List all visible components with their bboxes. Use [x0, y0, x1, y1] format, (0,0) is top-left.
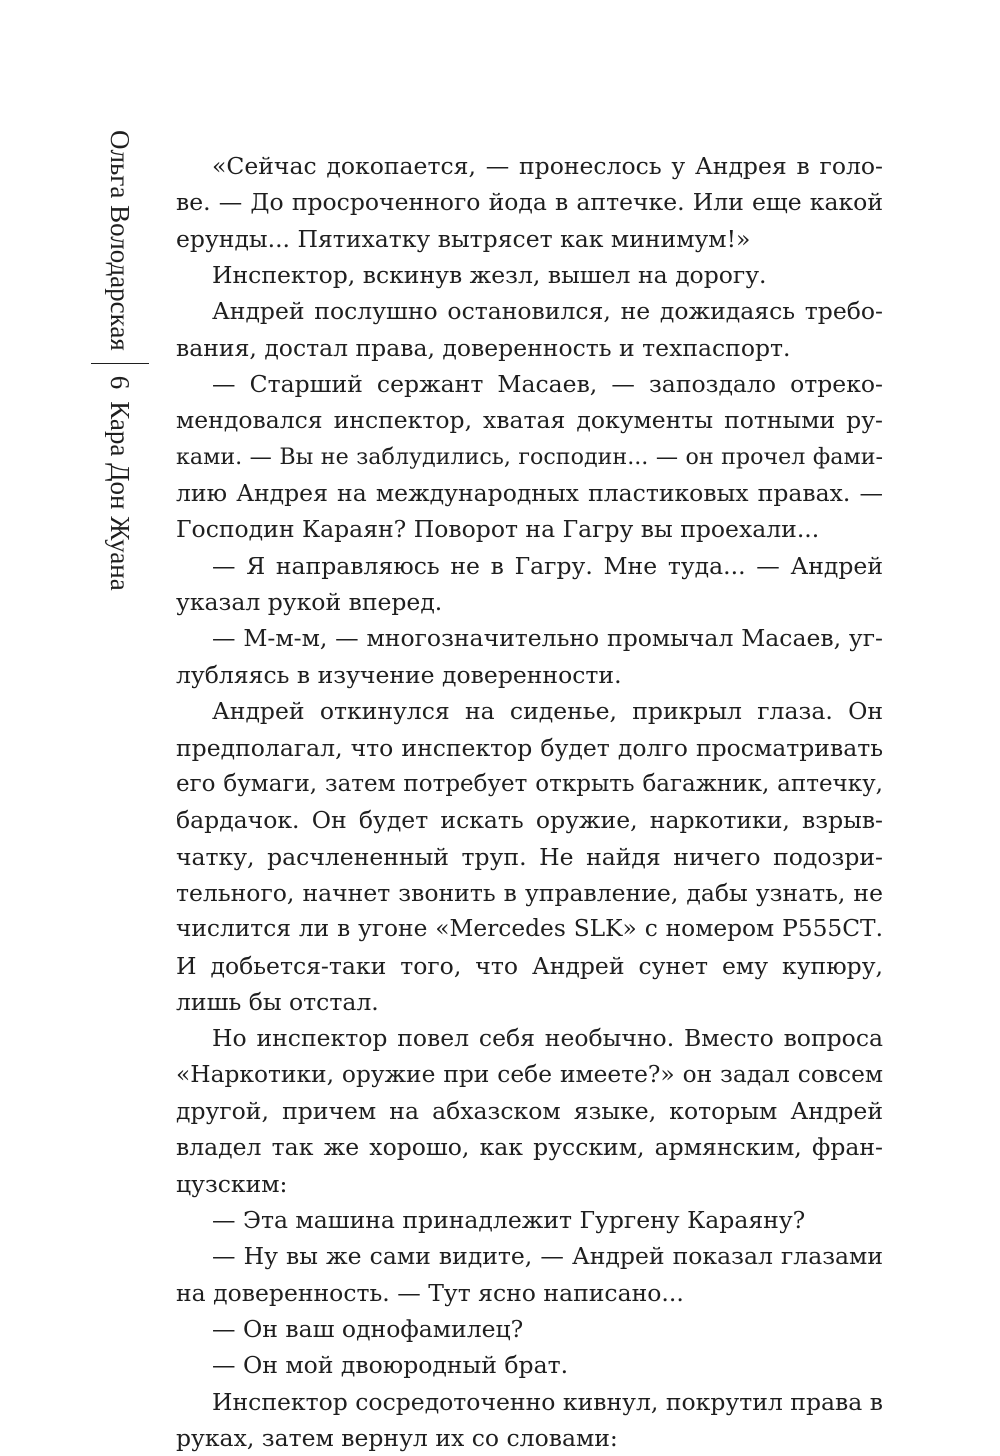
text-line: руках, затем вернул их со словами:: [176, 1424, 618, 1453]
book-title: Кара Дон Жуана: [105, 401, 135, 591]
text-line: Андрей откинулся на сиденье, прикрыл глаза. Он: [212, 697, 883, 726]
text-line: Но инспектор повел себя необычно. Вместо вопроса: [212, 1024, 883, 1053]
text-line: мендовался инспектор, хватая документы потными ру-: [176, 406, 883, 435]
text-line: — Я направляюсь не в Гагру. Мне туда... — Андрей: [212, 551, 883, 580]
text-line: — М-м-м, — многозначительно промычал Масаев, уг-: [212, 624, 883, 653]
text-line: «Наркотики, оружие при себе имеете?» он задал совсем: [176, 1060, 883, 1088]
text-line: лию Андрея на международных пластиковых правах. —: [176, 479, 883, 508]
author-name: Ольга Володарская: [105, 130, 135, 351]
text-line: — Ну вы же сами видите, — Андрей показал глазами: [212, 1242, 883, 1271]
text-line: указал рукой вперед.: [176, 588, 443, 617]
text-line: бардачок. Он будет искать оружие, наркотики, взрыв-: [176, 806, 883, 835]
text-line: ве. — До просроченного йода в аптечке. Или еще какой: [176, 188, 883, 217]
text-line: «Сейчас докопается, — пронеслось у Андрея в голо-: [212, 152, 883, 180]
text-line: лишь бы отстал.: [176, 987, 379, 1016]
page-number: 6: [105, 375, 135, 390]
text-line: Инспектор, вскинув жезл, вышел на дорогу.: [212, 261, 767, 290]
text-line: цузским:: [176, 1169, 288, 1198]
body-text: [176, 148, 883, 1456]
text-line: Инспектор сосредоточенно кивнул, покрутил права в: [212, 1387, 883, 1416]
text-line: — Он ваш однофамилец?: [212, 1315, 524, 1343]
text-line: вания, достал права, доверенность и техпаспорт.: [176, 333, 791, 362]
text-line: на доверенность. — Тут ясно написано...: [176, 1278, 684, 1307]
header-divider: [91, 363, 149, 364]
text-line: числится ли в угоне «Mercedes SLK» с номером Р555СТ.: [176, 915, 883, 943]
text-line: владел так же хорошо, как русским, армянским, фран-: [176, 1133, 883, 1162]
text-line: тельного, начнет звонить в управление, дабы узнать, не: [176, 878, 883, 907]
text-line: ерунды... Пятихатку вытрясет как минимум!»: [176, 224, 751, 253]
text-line: ками. — Вы не заблудились, господин... — он прочел фами-: [176, 443, 883, 470]
text-line: предполагал, что инспектор будет долго просматривать: [176, 733, 883, 762]
text-line: — Он мой двоюродный брат.: [212, 1351, 569, 1380]
text-line: И добьется-таки того, что Андрей сунет ему купюру,: [176, 951, 883, 980]
text-line: другой, причем на абхазском языке, которым Андрей: [176, 1096, 883, 1125]
running-header: [105, 130, 135, 750]
text-line: лубляясь в изучение доверенности.: [176, 660, 622, 689]
text-line: — Эта машина принадлежит Гургену Караяну?: [212, 1205, 806, 1234]
text-line: его бумаги, затем потребует открыть багажник, аптечку,: [176, 770, 883, 797]
text-line: чатку, расчлененный труп. Не найдя ничего подозри-: [176, 842, 883, 871]
text-line: Господин Караян? Поворот на Гагру вы проехали...: [176, 515, 820, 544]
text-line: — Старший сержант Масаев, — запоздало отреко-: [212, 370, 883, 399]
text-line: Андрей послушно остановился, не дожидаясь требо-: [212, 297, 883, 326]
